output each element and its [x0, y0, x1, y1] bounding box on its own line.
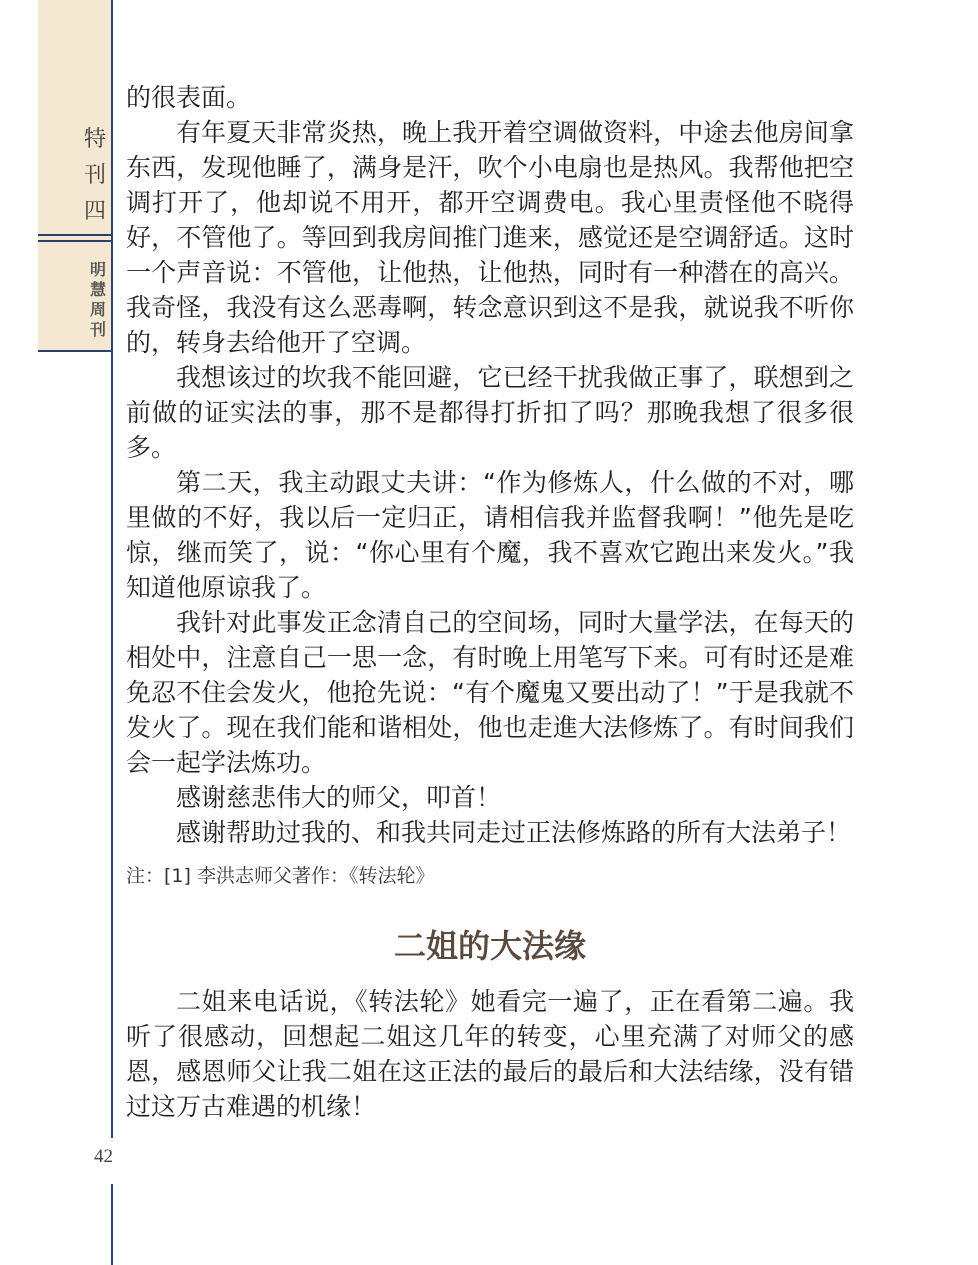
paragraph: 的很表面。: [126, 83, 252, 112]
page-content: [126, 80, 854, 1124]
tab-char: 刊: [89, 320, 106, 339]
tab-divider: [38, 350, 112, 352]
paragraph: 我想该过的坎我不能回避，它已经干扰我做正事了，联想到之前做的证实法的事，那不是都得打折扣了吗？那晚我想了很多很多。: [126, 363, 854, 462]
tab-divider: [38, 234, 112, 236]
tab-char: 周: [89, 300, 106, 319]
footnote: 注：[1] 李洪志师父著作：《转法轮》: [126, 865, 435, 887]
article-title: 二姐的大法缘: [393, 927, 586, 965]
page-number: 42: [94, 1146, 113, 1167]
tab-char: 四: [83, 199, 106, 224]
paragraph: 感谢慈悲伟大的师父，叩首！: [176, 783, 502, 812]
special-issue-label: [38, 122, 112, 230]
tab-divider: [38, 240, 112, 242]
tab-char: 明: [89, 260, 106, 279]
paragraph: 第二天，我主动跟丈夫讲：“作为修炼人，什么做的不对，哪里做的不好，我以后一定归正，请相信我并监督我啊！”他先是吃惊，继而笑了，说：“你心里有个魔，我不喜欢它跑出来发火。”我知道他原谅我了。: [126, 468, 854, 602]
tab-char: 刊: [83, 163, 106, 188]
tab-char: 特: [83, 127, 106, 152]
margin-line: [111, 0, 113, 1138]
paragraph: 二姐来电话说，《转法轮》她看完一遍了，正在看第二遍。我听了很感动，回想起二姐这几年的转变，心里充满了对师父的感恩，感恩师父让我二姐在这正法的最后的最后和大法结缘，没有错过这万古难遇的机缘！: [126, 987, 854, 1121]
paragraph: 我针对此事发正念清自己的空间场，同时大量学法，在每天的相处中，注意自己一思一念，有时晚上用笔写下来。可有时还是难免忍不住会发火，他抢先说：“有个魔鬼又要出动了！”于是我就不发火了。现在我们能和谐相处，他也走進大法修炼了。有时间我们会一起学法炼功。: [126, 608, 854, 777]
tab-char: 慧: [89, 280, 106, 299]
margin-line: [111, 1184, 113, 1265]
paragraph: 有年夏天非常炎热，晚上我开着空调做资料，中途去他房间拿东西，发现他睡了，满身是汗，吹个小电扇也是热风。我帮他把空调打开了，他却说不用开，都开空调费电。我心里责怪他不晓得好，不管他了。等回到我房间推门進来，感觉还是空调舒适。这时一个声音说：不管他，让他热，让他热，同时有一种潜在的高兴。我奇怪，我没有这么恶毒啊，转念意识到这不是我，就说我不听你的，转身去给他开了空调。: [126, 118, 854, 357]
weekly-label: [38, 260, 112, 340]
paragraph: 感谢帮助过我的、和我共同走过正法修炼路的所有大法弟子！: [176, 818, 852, 847]
